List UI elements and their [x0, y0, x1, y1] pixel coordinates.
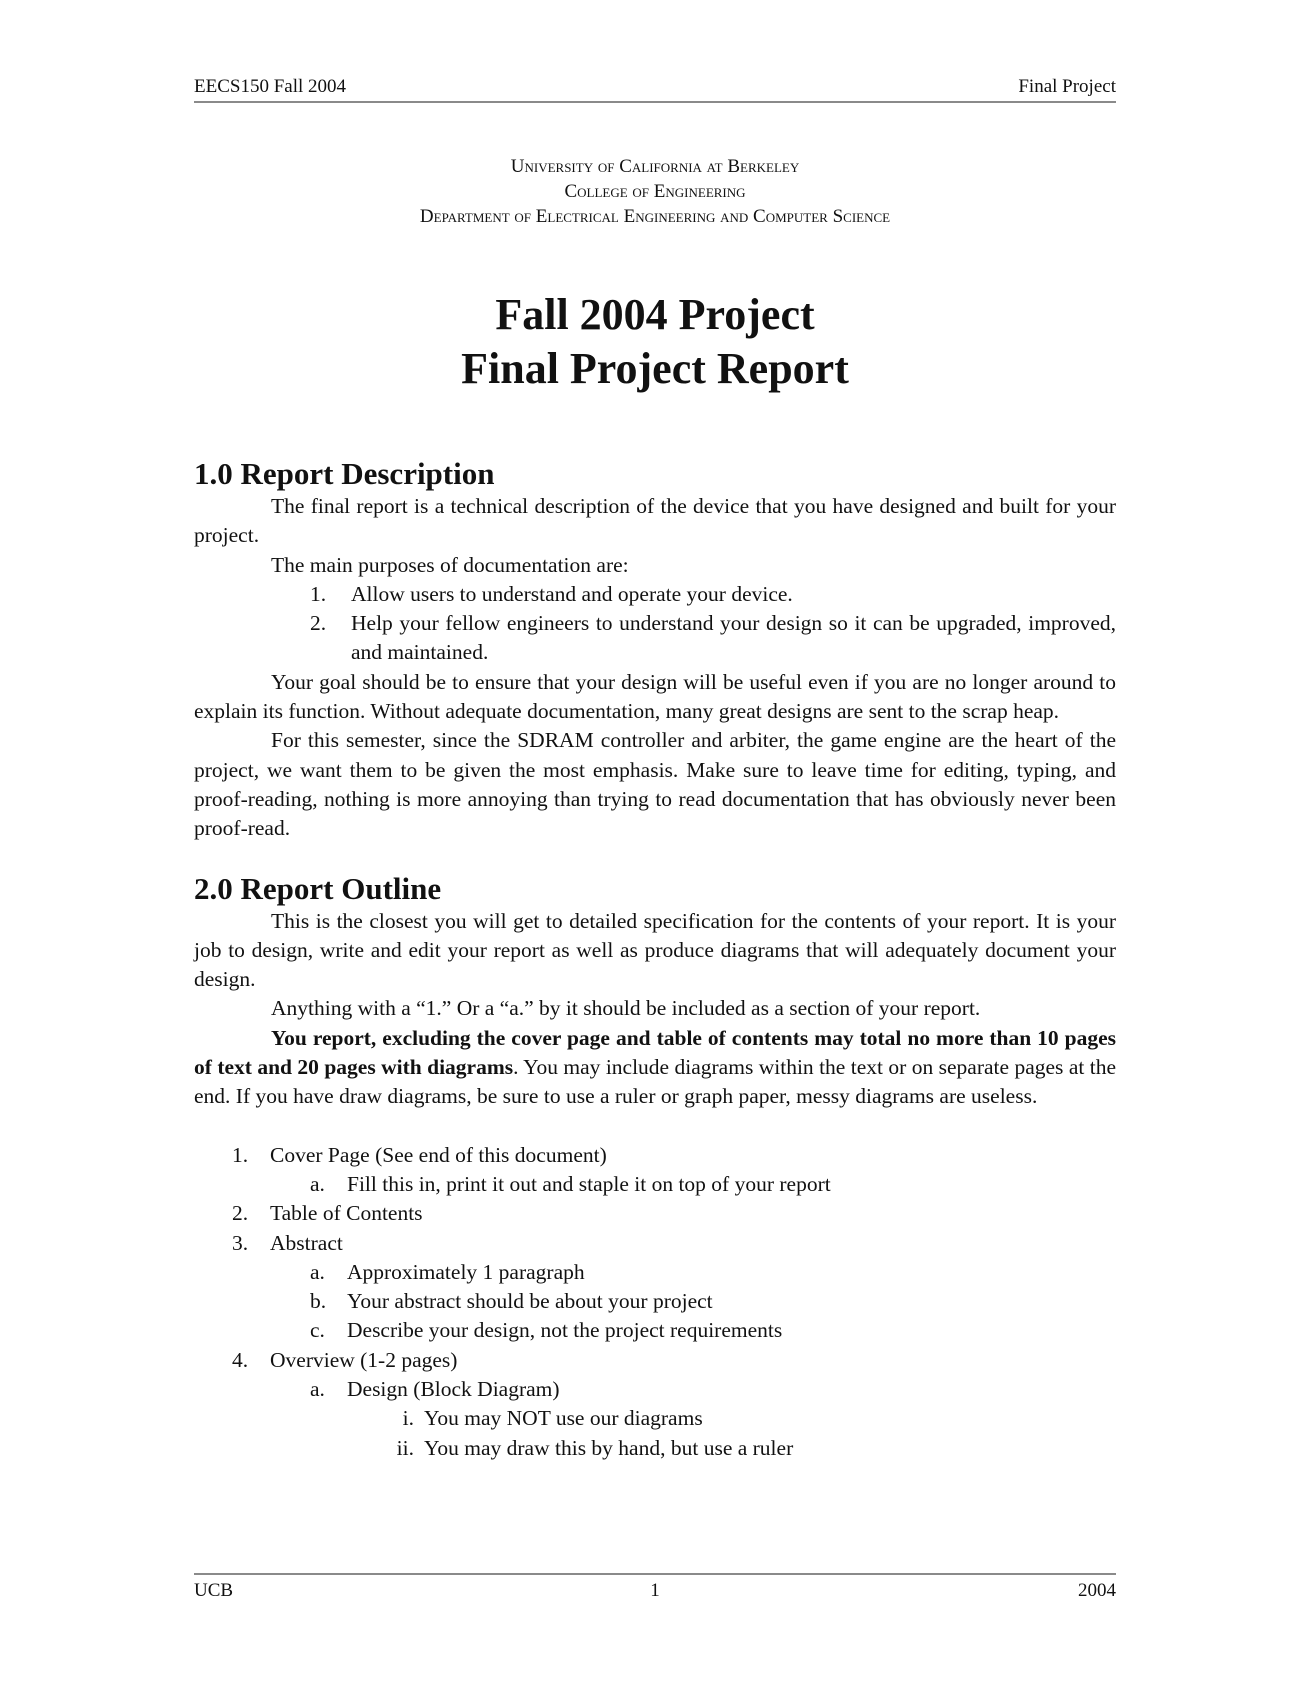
- outline-marker: 1.: [232, 1142, 249, 1167]
- running-header: [194, 76, 1116, 98]
- outline-text: Table of Contents: [270, 1201, 423, 1226]
- outline-text: Your abstract should be about your project: [347, 1289, 713, 1314]
- outline-text: Design (Block Diagram): [347, 1377, 560, 1402]
- outline-text: You may NOT use our diagrams: [424, 1406, 703, 1431]
- section-heading-report-description: 1.0 Report Description: [194, 456, 495, 491]
- outline-marker: c.: [310, 1318, 325, 1343]
- paragraph: [194, 1024, 1116, 1112]
- paragraph-continuation: . You may include diagrams within the text or on separate pages at the end. If you have draw diagrams, be sure to use a ruler or graph paper, messy diagrams are useless.: [194, 1055, 1117, 1109]
- paragraph: This is the closest you will get to detailed specification for the contents of your report. It is your job to design, write and edit your report as well as produce diagrams that will adequately document your design.: [194, 908, 1116, 992]
- list-item-text: Help your fellow engineers to understand your design so it can be upgraded, improved, and maintained.: [351, 611, 1116, 665]
- header-doc-title: Final Project: [1018, 76, 1116, 97]
- outline-text: Overview (1-2 pages): [270, 1347, 458, 1372]
- outline-marker: ii.: [396, 1435, 414, 1460]
- outline-subsubitem: [194, 1434, 1116, 1463]
- outline-marker: b.: [310, 1289, 327, 1314]
- outline-marker: i.: [402, 1406, 414, 1431]
- outline-text: Approximately 1 paragraph: [347, 1259, 585, 1284]
- outline-text: Describe your design, not the project requirements: [347, 1318, 783, 1343]
- outline-subsubitem: [194, 1404, 1116, 1433]
- footer-institution: UCB: [194, 1580, 234, 1601]
- outline-item: [194, 1199, 1116, 1228]
- list-item: [194, 580, 1116, 609]
- outline-item: [194, 1229, 1116, 1258]
- list-marker: 2.: [310, 611, 327, 636]
- outline-marker: a.: [310, 1171, 325, 1196]
- page-number: 1: [650, 1580, 660, 1601]
- footer-year: 2004: [1078, 1580, 1116, 1601]
- college-name: College of Engineering: [564, 181, 746, 202]
- outline-marker: 4.: [232, 1347, 249, 1372]
- outline-subitem: [194, 1375, 1116, 1404]
- outline-text: Abstract: [270, 1230, 343, 1255]
- document-title: [194, 288, 1116, 396]
- header-rule: [194, 101, 1116, 103]
- document-page: [194, 0, 1116, 1692]
- footer-rule: [194, 1573, 1116, 1575]
- list-marker: 1.: [310, 581, 327, 606]
- outline-item: [194, 1141, 1116, 1170]
- outline-text: Fill this in, print it out and staple it on top of your report: [347, 1171, 831, 1196]
- outline-text: You may draw this by hand, but use a ruler: [424, 1435, 794, 1460]
- outline-marker: 2.: [232, 1201, 249, 1226]
- outline-subitem: [194, 1170, 1116, 1199]
- header-course: EECS150 Fall 2004: [194, 76, 347, 97]
- outline-marker: a.: [310, 1377, 325, 1402]
- outline-item: [194, 1346, 1116, 1375]
- report-outline-list: [194, 1141, 1116, 1463]
- outline-subitem: [194, 1258, 1116, 1287]
- paragraph: Anything with a “1.” Or a “a.” by it should be included as a section of your report.: [271, 996, 981, 1021]
- department-name: Department of Electrical Engineering and Computer Science: [419, 206, 891, 227]
- outline-marker: 3.: [232, 1230, 249, 1255]
- outline-subitem: [194, 1287, 1116, 1316]
- outline-text: Cover Page (See end of this document): [270, 1142, 607, 1167]
- document-body: [194, 456, 1116, 1463]
- list-item-text: Allow users to understand and operate your device.: [351, 581, 793, 606]
- list-item: [194, 609, 1116, 668]
- page-limit-emphasis: You report, excluding the cover page and table of contents may total no more than 10 pages of text and 20 pages with diagrams: [194, 1025, 1116, 1080]
- title-line-1: Fall 2004 Project: [495, 290, 815, 339]
- section-heading-report-outline: 2.0 Report Outline: [194, 870, 442, 906]
- institution-block: [194, 154, 1116, 229]
- paragraph: The main purposes of documentation are:: [271, 552, 629, 577]
- paragraph: Your goal should be to ensure that your design will be useful even if you are no longer around to explain its function. Without adequate documentation, many great designs are sent to the scrap heap.: [194, 669, 1116, 724]
- outline-marker: a.: [310, 1259, 325, 1284]
- paragraph: For this semester, since the SDRAM controller and arbiter, the game engine are the heart of the project, we want them to be given the most emphasis. Make sure to leave time for editing, typing, and proof-reading, nothing is more annoying than trying to read documentation that has obviously never been proof-read.: [194, 728, 1116, 841]
- outline-subitem: [194, 1316, 1116, 1345]
- paragraph: The final report is a technical description of the device that you have designed and built for your project.: [194, 494, 1116, 548]
- purposes-list: [194, 580, 1116, 668]
- title-line-2: Final Project Report: [461, 344, 849, 393]
- university-name: University of California at Berkeley: [510, 156, 800, 177]
